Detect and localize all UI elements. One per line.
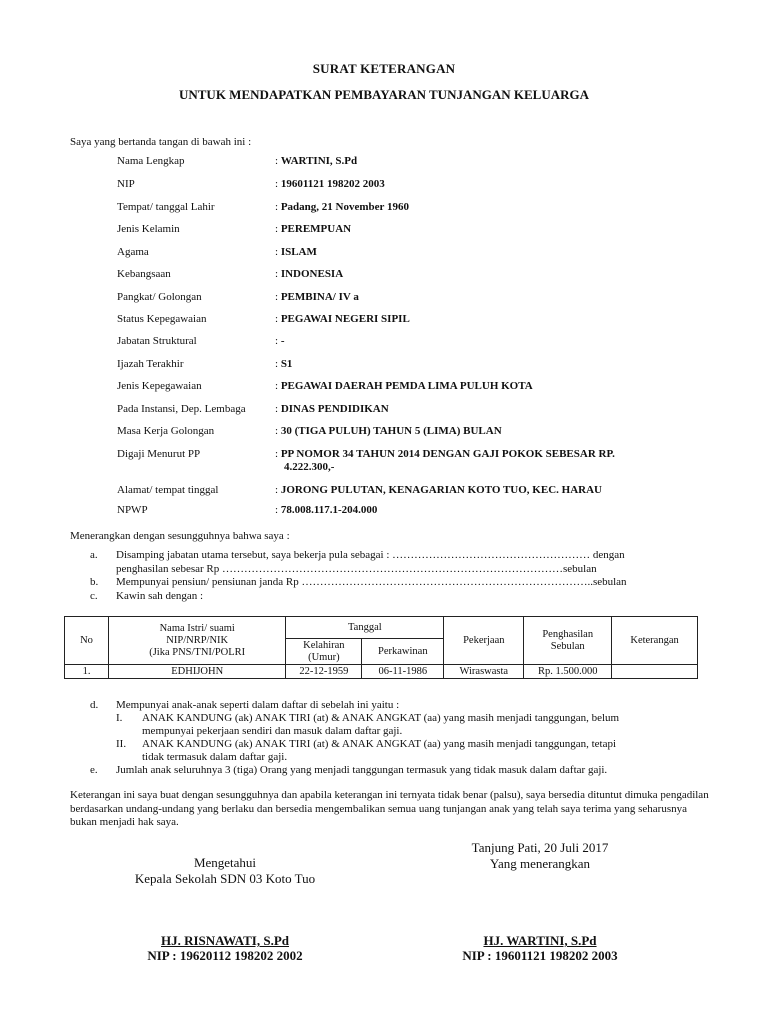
identity-row-employment <box>117 380 707 403</box>
identity-label: Pada Instansi, Dep. Lembaga <box>117 403 246 415</box>
list-text: Kawin sah dengan : <box>116 589 204 602</box>
list-item <box>90 576 700 590</box>
identity-label: Digaji Menurut PP <box>117 448 201 460</box>
identity-value: : Padang, 21 November 1960 <box>275 201 409 213</box>
identity-label: Pangkat/ Golongan <box>117 291 202 303</box>
principal-nip: NIP : 19620112 198202 2002 <box>147 948 303 963</box>
declaration-text: Menerangkan dengan sesungguhnya bahwa saya : <box>70 530 290 542</box>
principal-name: HJ. RISNAWATI, S.Pd <box>161 933 289 948</box>
identity-value: : - <box>275 335 285 347</box>
identity-value: : 78.008.117.1-204.000 <box>275 504 378 516</box>
list-item <box>90 699 710 712</box>
identity-label: Ijazah Terakhir <box>117 358 184 370</box>
identity-row-salary <box>117 448 707 484</box>
identity-row-birth <box>117 201 707 223</box>
identity-value: : ISLAM <box>275 246 317 258</box>
table-cell: 06-11-1986 <box>362 665 444 679</box>
table-cell: Rp. 1.500.000 <box>524 665 612 679</box>
identity-value: : DINAS PENDIDIKAN <box>275 403 389 415</box>
identity-label: Alamat/ tempat tinggal <box>117 484 219 496</box>
identity-value: : INDONESIA <box>275 268 344 280</box>
identity-row-religion <box>117 246 707 268</box>
table-cell: Wiraswasta <box>444 665 524 679</box>
list-marker: d. <box>90 699 99 711</box>
list-item <box>90 712 710 738</box>
identity-row-institution <box>117 403 707 425</box>
document-title: SURAT KETERANGAN <box>312 61 456 76</box>
identity-row-service <box>117 425 707 448</box>
table-header: No <box>65 617 109 665</box>
closing-paragraph: Keterangan ini saya buat dengan sesungguhnya dan apabila keterangan ini ternyata tidak benar (palsu), saya bersedia dituntut dimuka pengadilan berdasarkan undang-undang yang berlaku dan bersedia mengembalikan semua uang tunjangan anak yang telah saya terima yang seharusnya bukan menjadi hak saya. <box>70 789 709 828</box>
identity-label: NIP <box>117 178 135 190</box>
identity-row-nip <box>117 178 707 201</box>
intro-text: Saya yang bertanda tangan di bawah ini : <box>70 136 252 148</box>
children-list <box>90 699 710 777</box>
list-text: Mempunyai pensiun/ pensiunan janda Rp ……………………………………………………………………..sebulan <box>116 576 627 588</box>
table-header: Penghasilan Sebulan <box>524 617 612 665</box>
identity-value: : JORONG PULUTAN, KENAGARIAN KOTO TUO, KEC. HARAU <box>275 484 602 496</box>
list-text: Jumlah anak seluruhnya 3 (tiga) Orang yang menjadi tanggungan termasuk yang tidak masuk dalam daftar gaji. <box>116 764 608 776</box>
identity-row-gender <box>117 223 707 246</box>
identity-row-name <box>117 155 707 178</box>
table-header: Nama Istri/ suami NIP/NRP/NIK (Jika PNS/TNI/POLRI <box>109 617 286 665</box>
table-header: Perkawinan <box>362 639 444 665</box>
list-text: ANAK KANDUNG (ak) ANAK TIRI (at) & ANAK ANGKAT (aa) yang masih menjadi tanggungan, belum mempunyai pekerjaan sendiri dan masuk dalam daftar gaji. <box>142 712 620 737</box>
spouse-table <box>64 616 698 679</box>
identity-value: : PEREMPUAN <box>275 223 352 235</box>
list-marker: b. <box>90 576 99 588</box>
table-cell: EDHIJOHN <box>109 665 286 679</box>
list-line: penghasilan sebesar Rp …………………………………………………………………………………sebulan <box>116 562 597 575</box>
list-item <box>90 590 700 604</box>
identity-value: : PEGAWAI DAERAH PEMDA LIMA PULUH KOTA <box>275 380 533 392</box>
declarant-nip: NIP : 19601121 198202 2003 <box>462 948 618 963</box>
list-line: Disamping jabatan utama tersebut, saya bekerja pula sebagai : ……………………………………………… dengan <box>116 549 625 561</box>
place-date: Tanjung Pati, 20 Juli 2017 <box>471 840 609 855</box>
identity-label: Status Kepegawaian <box>117 313 207 325</box>
table-header: Keterangan <box>612 617 698 665</box>
list-marker: II. <box>116 738 127 750</box>
list-item <box>90 738 710 764</box>
identity-row-nationality <box>117 268 707 291</box>
table-header: Kelahiran (Umur) <box>286 639 362 665</box>
statement-list <box>90 549 700 603</box>
declarant-caption: Yang menerangkan <box>489 856 591 871</box>
identity-row-npwp <box>117 504 707 524</box>
identity-row-position <box>117 335 707 358</box>
identity-block <box>117 155 707 524</box>
identity-row-rank <box>117 291 707 313</box>
list-text: Mempunyai anak-anak seperti dalam daftar di sebelah ini yaitu : <box>116 699 400 711</box>
identity-label: Nama Lengkap <box>117 155 185 167</box>
list-text <box>116 549 700 576</box>
identity-value: : WARTINI, S.Pd <box>275 155 358 167</box>
list-item <box>90 549 700 576</box>
identity-row-education <box>117 358 707 380</box>
identity-label: Jenis Kelamin <box>117 223 180 235</box>
list-marker: a. <box>90 549 98 561</box>
identity-label: Agama <box>117 246 149 258</box>
identity-value: : PP NOMOR 34 TAHUN 2014 DENGAN GAJI POKOK SEBESAR RP. 4.222.300,- <box>275 448 615 473</box>
identity-value: : 19601121 198202 2003 <box>275 178 385 190</box>
table-cell <box>612 665 698 679</box>
acknowledged-caption: Mengetahui <box>193 855 257 870</box>
table-header: Tanggal <box>286 617 444 639</box>
list-marker: I. <box>116 712 123 724</box>
list-text: ANAK KANDUNG (ak) ANAK TIRI (at) & ANAK ANGKAT (aa) yang masih menjadi tanggungan, tetapi tidak termasuk dalam daftar gaji. <box>142 738 617 763</box>
table-cell: 1. <box>65 665 109 679</box>
identity-row-status <box>117 313 707 335</box>
list-marker: c. <box>90 589 98 602</box>
table-cell: 22-12-1959 <box>286 665 362 679</box>
identity-label: Jabatan Struktural <box>117 335 197 347</box>
list-marker: e. <box>90 764 98 776</box>
identity-label: Masa Kerja Golongan <box>117 425 215 437</box>
identity-value: : PEMBINA/ IV a <box>275 291 359 303</box>
identity-value: : S1 <box>275 358 293 370</box>
identity-row-address <box>117 484 707 504</box>
identity-label: Kebangsaan <box>117 268 171 280</box>
identity-value: : 30 (TIGA PULUH) TAHUN 5 (LIMA) BULAN <box>275 425 502 437</box>
declarant-name: HJ. WARTINI, S.Pd <box>483 933 597 948</box>
table-header: Pekerjaan <box>444 617 524 665</box>
identity-value: : PEGAWAI NEGERI SIPIL <box>275 313 410 325</box>
identity-label: Tempat/ tanggal Lahir <box>117 201 215 213</box>
identity-label: Jenis Kepegawaian <box>117 380 202 392</box>
identity-label: NPWP <box>117 504 148 516</box>
table-row <box>65 665 698 679</box>
principal-title: Kepala Sekolah SDN 03 Koto Tuo <box>134 871 316 886</box>
document-subtitle: UNTUK MENDAPATKAN PEMBAYARAN TUNJANGAN KELUARGA <box>178 87 589 102</box>
list-item <box>90 764 710 777</box>
